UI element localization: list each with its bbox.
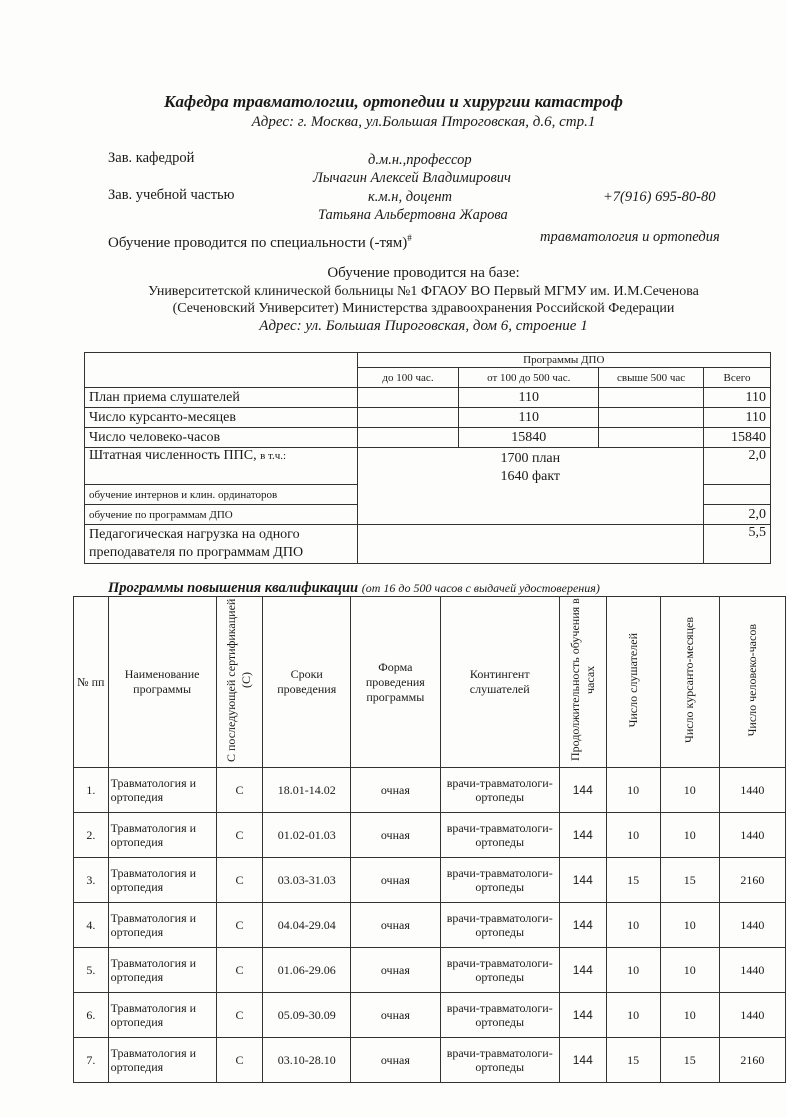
program-duration: 144	[559, 903, 606, 948]
program-form: очная	[351, 1038, 441, 1083]
program-man-hours: 1440	[719, 903, 785, 948]
program-man-hours: 1440	[719, 993, 785, 1038]
program-num: 5.	[74, 948, 109, 993]
summary-row	[85, 428, 771, 448]
base-heading: Обучение проводится на базе:	[327, 265, 520, 281]
load-label-line1: Педагогическая нагрузка на одного	[89, 527, 300, 542]
summary-col-header: до 100 час.	[357, 368, 459, 388]
program-name: Травматология и ортопедия	[108, 1038, 216, 1083]
program-cadet-months: 15	[660, 858, 719, 903]
program-dates: 18.01-14.02	[263, 768, 351, 813]
summary-cell: 110	[459, 408, 599, 428]
program-listeners: 10	[606, 813, 660, 858]
base-line2: (Сеченовский Университет) Министерства здравоохранения Российской Федерации	[172, 301, 675, 316]
cadet-months-header-text: Число курсанто-месяцев	[682, 617, 697, 743]
col-header-num: № пп	[74, 597, 109, 768]
program-num: 6.	[74, 993, 109, 1038]
program-form: очная	[351, 993, 441, 1038]
program-form: очная	[351, 813, 441, 858]
summary-col-header: свыше 500 час	[599, 368, 704, 388]
program-cert: С	[216, 903, 263, 948]
summary-col-header: от 100 до 500 час.	[459, 368, 599, 388]
summary-cell-total: 110	[704, 388, 771, 408]
program-man-hours: 2160	[719, 1038, 785, 1083]
summary-load-total: 5,5	[704, 525, 771, 564]
dpo-summary-table	[84, 352, 771, 564]
program-row	[74, 858, 786, 903]
summary-staff-label	[85, 448, 358, 485]
program-row	[74, 993, 786, 1038]
program-num: 4.	[74, 903, 109, 948]
program-duration: 144	[559, 993, 606, 1038]
program-form: очная	[351, 768, 441, 813]
summary-cell	[599, 408, 704, 428]
summary-load-label	[85, 525, 358, 564]
program-form: очная	[351, 903, 441, 948]
summary-dpo-total: 2,0	[704, 505, 771, 525]
specialty-value: травматология и ортопедия	[540, 229, 720, 245]
summary-load-row	[85, 525, 771, 564]
summary-interns-label: обучение интернов и клин. ординаторов	[85, 485, 358, 505]
program-cert: С	[216, 768, 263, 813]
program-dates: 05.09-30.09	[263, 993, 351, 1038]
program-row	[74, 1038, 786, 1083]
program-cadet-months: 10	[660, 948, 719, 993]
programs-header-row	[74, 597, 786, 768]
summary-cell-total: 15840	[704, 428, 771, 448]
summary-cell: 110	[459, 388, 599, 408]
col-header-dates: Сроки проведения	[263, 597, 351, 768]
summary-staff-row	[85, 448, 771, 485]
program-contingent: врачи-травматологи-ортопеды	[440, 858, 559, 903]
program-num: 7.	[74, 1038, 109, 1083]
department-title: Кафедра травматологии, ортопедии и хирургии катастроф	[164, 92, 623, 111]
summary-group-row	[85, 353, 771, 368]
program-man-hours: 1440	[719, 768, 785, 813]
study-label: Зав. учебной частью	[108, 187, 235, 203]
program-dates: 04.04-29.04	[263, 903, 351, 948]
program-man-hours: 2160	[719, 858, 785, 903]
base-address: Адрес: ул. Большая Пироговская, дом 6, строение 1	[259, 318, 588, 334]
program-cadet-months: 15	[660, 1038, 719, 1083]
summary-cell	[357, 428, 459, 448]
summary-cell: 15840	[459, 428, 599, 448]
summary-cell	[599, 428, 704, 448]
program-duration: 144	[559, 858, 606, 903]
program-contingent: врачи-травматологи-ортопеды	[440, 948, 559, 993]
study-name: Татьяна Альбертовна Жарова	[318, 207, 508, 223]
program-cadet-months: 10	[660, 993, 719, 1038]
program-row	[74, 813, 786, 858]
program-man-hours: 1440	[719, 813, 785, 858]
program-form: очная	[351, 858, 441, 903]
programs-title-text: Программы повышения квалификации	[108, 580, 359, 596]
summary-row-label: План приема слушателей	[85, 388, 358, 408]
program-dates: 03.03-31.03	[263, 858, 351, 903]
program-man-hours: 1440	[719, 948, 785, 993]
program-contingent: врачи-травматологи-ортопеды	[440, 903, 559, 948]
load-label-line2: преподавателя по программам ДПО	[89, 545, 304, 560]
summary-row-label: Число курсанто-месяцев	[85, 408, 358, 428]
program-contingent: врачи-травматологи-ортопеды	[440, 768, 559, 813]
summary-group-header: Программы ДПО	[357, 353, 770, 368]
program-contingent: врачи-травматологи-ортопеды	[440, 993, 559, 1038]
summary-row	[85, 408, 771, 428]
program-duration: 144	[559, 948, 606, 993]
program-dates: 01.02-01.03	[263, 813, 351, 858]
program-row	[74, 903, 786, 948]
staff-fact: 1640 факт	[500, 469, 561, 484]
specialty-label-text: Обучение проводится по специальности (-тям)	[108, 235, 408, 251]
staff-label-small: в т.ч.:	[260, 450, 287, 462]
program-name: Травматология и ортопедия	[108, 813, 216, 858]
program-name: Травматология и ортопедия	[108, 993, 216, 1038]
program-row	[74, 768, 786, 813]
summary-interns-total	[704, 485, 771, 505]
program-contingent: врачи-травматологи-ортопеды	[440, 813, 559, 858]
col-header-contingent: Контингент слушателей	[440, 597, 559, 768]
staff-label-text: Штатная численность ППС,	[89, 448, 257, 463]
program-cert: С	[216, 813, 263, 858]
program-listeners: 10	[606, 993, 660, 1038]
col-header-duration	[559, 597, 606, 768]
summary-load-value	[357, 525, 703, 564]
cert-header-text: С последующей сертификацией (С)	[223, 598, 253, 762]
summary-dpo-label: обучение по программам ДПО	[85, 505, 358, 525]
head-name: Лычагин Алексей Владимирович	[313, 170, 511, 186]
staff-plan: 1700 план	[500, 451, 561, 466]
program-listeners: 15	[606, 1038, 660, 1083]
specialty-label	[108, 233, 412, 252]
program-name: Травматология и ортопедия	[108, 903, 216, 948]
base-line1: Университетской клинической больницы №1 ФГАОУ ВО Первый МГМУ им. И.М.Сеченова	[148, 284, 699, 299]
summary-col-header: Всего	[704, 368, 771, 388]
col-header-name: Наименование программы	[108, 597, 216, 768]
summary-row-label: Число человеко-часов	[85, 428, 358, 448]
program-form: очная	[351, 948, 441, 993]
specialty-mark: #	[407, 233, 412, 243]
program-name: Травматология и ортопедия	[108, 948, 216, 993]
program-cadet-months: 10	[660, 813, 719, 858]
head-label: Зав. кафедрой	[108, 150, 195, 166]
program-dates: 01.06-29.06	[263, 948, 351, 993]
department-address: Адрес: г. Москва, ул.Большая Птроговская, д.6, стр.1	[251, 114, 596, 130]
program-num: 2.	[74, 813, 109, 858]
summary-cell	[357, 408, 459, 428]
summary-cell	[599, 388, 704, 408]
duration-header-text: Продолжительность обучения в часах	[567, 598, 597, 762]
summary-cell-total: 110	[704, 408, 771, 428]
program-cadet-months: 10	[660, 768, 719, 813]
program-listeners: 10	[606, 948, 660, 993]
program-contingent: врачи-травматологи-ортопеды	[440, 1038, 559, 1083]
program-listeners: 10	[606, 903, 660, 948]
program-cert: С	[216, 858, 263, 903]
program-duration: 144	[559, 768, 606, 813]
study-degree: к.м.н, доцент	[368, 189, 453, 205]
col-header-listeners	[606, 597, 660, 768]
summary-corner	[85, 353, 358, 388]
man-hours-header-text: Число человеко-часов	[744, 623, 759, 737]
program-num: 1.	[74, 768, 109, 813]
program-cadet-months: 10	[660, 903, 719, 948]
program-cert: С	[216, 993, 263, 1038]
program-listeners: 10	[606, 768, 660, 813]
programs-table	[73, 596, 786, 1083]
summary-staff-total: 2,0	[704, 448, 771, 485]
programs-subtitle: (от 16 до 500 часов с выдачей удостоверения)	[361, 581, 600, 595]
program-name: Травматология и ортопедия	[108, 768, 216, 813]
program-num: 3.	[74, 858, 109, 903]
program-cert: С	[216, 1038, 263, 1083]
summary-staff-value	[357, 448, 703, 525]
programs-title	[108, 580, 600, 597]
program-cert: С	[216, 948, 263, 993]
summary-cell	[357, 388, 459, 408]
col-header-form: Форма проведения программы	[351, 597, 441, 768]
summary-row	[85, 388, 771, 408]
col-header-cadet-months	[660, 597, 719, 768]
program-name: Травматология и ортопедия	[108, 858, 216, 903]
program-duration: 144	[559, 813, 606, 858]
head-degree: д.м.н.,профессор	[368, 152, 472, 168]
program-row	[74, 948, 786, 993]
program-duration: 144	[559, 1038, 606, 1083]
col-header-man-hours	[719, 597, 785, 768]
listeners-header-text: Число слушателей	[625, 632, 640, 728]
col-header-cert	[216, 597, 263, 768]
program-listeners: 15	[606, 858, 660, 903]
study-phone: +7(916) 695-80-80	[603, 189, 716, 205]
program-dates: 03.10-28.10	[263, 1038, 351, 1083]
